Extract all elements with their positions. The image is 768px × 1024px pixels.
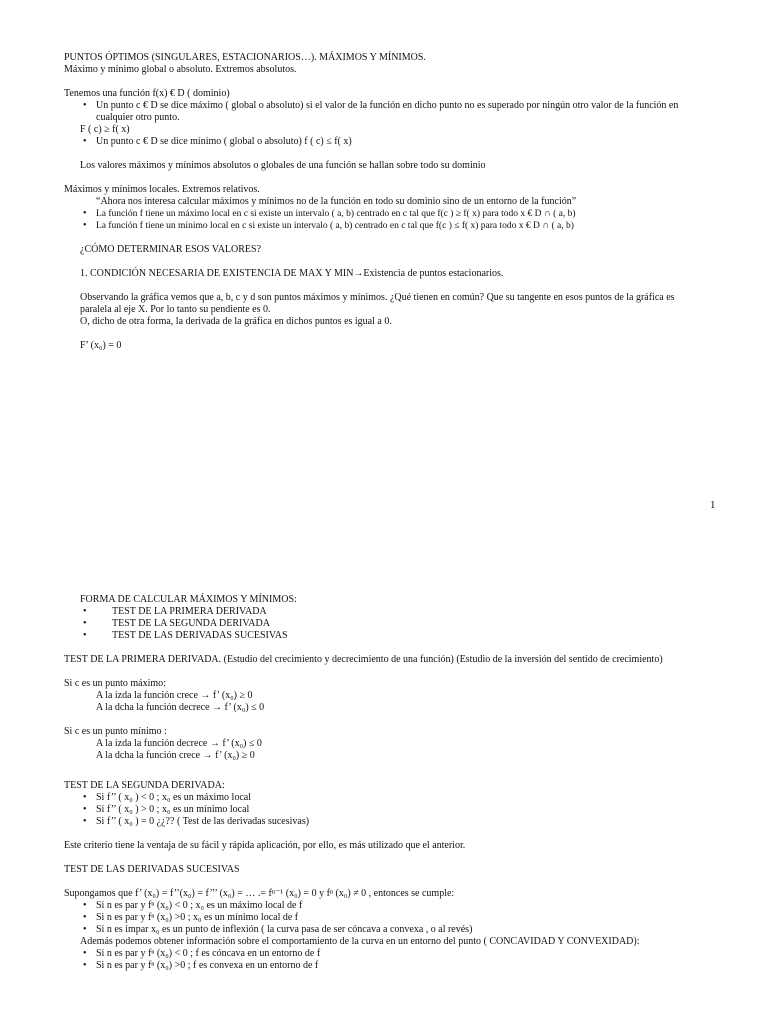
absolute-max-formula: F ( c) ≥ f( x) [80, 124, 130, 135]
absolute-note: Los valores máximos y mínimos absolutos o globales de una función se hallan sobre todo su dominio [80, 160, 486, 171]
absolute-subheading: Máximo y mínimo global o absoluto. Extremos absolutos. [64, 64, 297, 75]
successive-item: • Si n es par y fⁿ (x₀) >0 ; x₀ es un mínimo local de f [64, 912, 704, 924]
page-2-content [64, 594, 704, 972]
successive-intro: Supongamos que f’ (x₀) = f’’(x₀) = f’’’ (x₀) = … .= fⁿ⁻¹ (x₀) = 0 y fⁿ (x₀) ≠ 0 , entonces se cumple: [64, 888, 455, 899]
min-left: A la izda la función decrece → f’ (x₀) ≤ 0 [96, 738, 262, 749]
page-number: 1 [710, 499, 716, 511]
condition-heading: 1. CONDICIÓN NECESARIA DE EXISTENCIA DE MAX Y MIN→Existencia de puntos estacionarios. [80, 268, 504, 279]
condition-paragraph-2: O, dicho de otra forma, la derivada de la gráfica en dichos puntos es igual a 0. [80, 316, 392, 327]
page-1-content [64, 52, 704, 352]
min-intro: Si c es un punto mínimo : [64, 726, 167, 737]
derivative-formula: F’ (x₀) = 0 [80, 340, 122, 351]
second-item: • Si f’’ ( x₀ ) < 0 ; x₀ es un máximo local [64, 792, 704, 804]
second-note: Este criterio tiene la ventaja de su fácil y rápida aplicación, por ello, es más utilizado que el anterior. [64, 840, 466, 851]
local-min-bullet: • La función f tiene un mínimo local en c si existe un intervalo ( a, b) centrado en c tal que f(c ) ≤ f( x) para todo x € D ∩ ( a, b) [64, 220, 704, 232]
local-max-bullet: • La función f tiene un máximo local en c si existe un intervalo ( a, b) centrado en c tal que f(c ) ≥ f( x) para todo x € D ∩ ( a, b) [64, 208, 704, 220]
page-title: PUNTOS ÓPTIMOS (SINGULARES, ESTACIONARIOS…). MÁXIMOS Y MÍNIMOS. [64, 52, 426, 63]
first-derivative-heading: TEST DE LA PRIMERA DERIVADA. (Estudio del crecimiento y decrecimiento de una función) (Estudio de la inversión del sentido de crecimiento) [64, 654, 663, 665]
concavity-item: • Si n es par y fⁿ (x₀) < 0 ; f es cóncava en un entorno de f [64, 948, 704, 960]
second-item: • Si f’’ ( x₀ ) = 0 ¿¿?? ( Test de las derivadas sucesivas) [64, 816, 704, 828]
successive-heading: TEST DE LAS DERIVADAS SUCESIVAS [64, 864, 240, 875]
question-heading: ¿CÓMO DETERMINAR ESOS VALORES? [80, 244, 262, 255]
absolute-max-bullet: • Un punto c € D se dice máximo ( global o absoluto) si el valor de la función en dicho punto no es superado por ningún otro valor de la función en cualquier otro punto. [64, 100, 704, 124]
second-derivative-heading: TEST DE LA SEGUNDA DERIVADA: [64, 780, 225, 791]
max-left: A la izda la función crece → f’ (x₀) ≥ 0 [96, 690, 253, 701]
successive-item: • Si n es par y fⁿ (x₀) < 0 ; x₀ es un máximo local de f [64, 900, 704, 912]
forms-item: • TEST DE LA PRIMERA DERIVADA [64, 606, 704, 618]
forms-item: • TEST DE LAS DERIVADAS SUCESIVAS [64, 630, 704, 642]
absolute-min-bullet: • Un punto c € D se dice mínimo ( global o absoluto) f ( c) ≤ f( x) [64, 136, 704, 148]
local-quote: “Ahora nos interesa calcular máximos y mínimos no de la función en todo su dominio sino de un entorno de la función” [96, 196, 577, 207]
second-item: • Si f’’ ( x₀ ) > 0 ; x₀ es un mínimo local [64, 804, 704, 816]
successive-item: • Si n es impar x₀ es un punto de inflexión ( la curva pasa de ser cóncava a convexa , o al revés) [64, 924, 704, 936]
successive-note: Además podemos obtener información sobre el comportamiento de la curva en un entorno del punto ( CONCAVIDAD Y CONVEXIDAD): [80, 936, 640, 947]
forms-heading: FORMA DE CALCULAR MÁXIMOS Y MÍNIMOS: [80, 594, 297, 605]
local-heading: Máximos y mínimos locales. Extremos relativos. [64, 184, 260, 195]
intro-text: Tenemos una función f(x) € D ( dominio) [64, 88, 230, 99]
max-right: A la dcha la función decrece → f’ (x₀) ≤ 0 [96, 702, 265, 713]
min-right: A la dcha la función crece → f’ (x₀) ≥ 0 [96, 750, 255, 761]
max-intro: Si c es un punto máximo: [64, 678, 166, 689]
concavity-item: • Si n es par y fⁿ (x₀) >0 ; f es convexa en un entorno de f [64, 960, 704, 972]
condition-paragraph: Observando la gráfica vemos que a, b, c y d son puntos máximos y mínimos. ¿Qué tienen en común? Que su tangente en esos puntos de la gráfica es paralela al eje X. Por lo tanto su pendiente es 0. [80, 292, 675, 315]
forms-item: • TEST DE LA SEGUNDA DERIVADA [64, 618, 704, 630]
